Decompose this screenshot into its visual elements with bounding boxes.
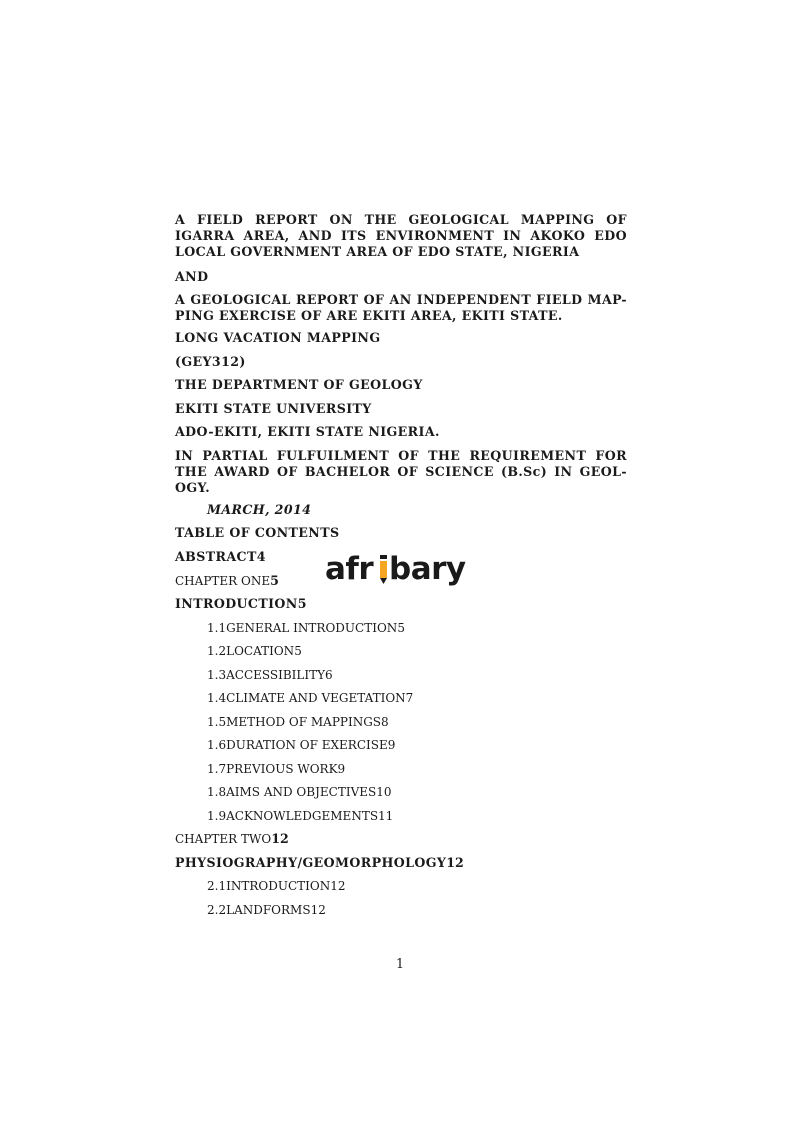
toc-entry-introduction[interactable] — [175, 596, 306, 612]
logo-text-left: afr — [325, 551, 374, 587]
toc-entry-label: GENERAL INTRODUCTION — [226, 621, 398, 635]
report-title-line: A GEOLOGICAL REPORT OF AN INDEPENDENT FIELD MAP- — [175, 292, 627, 307]
toc-entry-number: 1.9 — [207, 809, 227, 823]
toc-entry-label: ACCESSIBILITY — [226, 668, 326, 682]
toc-entry-label: INTRODUCTION — [226, 879, 331, 893]
toc-heading: TABLE OF CONTENTS — [175, 525, 340, 540]
fulfilment-statement — [175, 448, 627, 496]
pencil-icon — [380, 555, 387, 584]
toc-entry-number: 1.1 — [207, 621, 227, 635]
report-title-line: PING EXERCISE OF ARE EKITI AREA, EKITI STATE. — [175, 308, 563, 323]
university-location: ADO-EKITI, EKITI STATE NIGERIA. — [175, 424, 440, 439]
toc-entry-1-6[interactable] — [207, 737, 395, 753]
toc-entry-number: 2.2 — [207, 903, 227, 917]
toc-entry-label: ABSTRACT — [175, 549, 257, 564]
toc-entry-number: 1.6 — [207, 738, 227, 752]
report-title-line: A FIELD REPORT ON THE GEOLOGICAL MAPPING OF — [175, 212, 627, 227]
toc-entry-label: CHAPTER ONE — [175, 574, 271, 588]
toc-entry-page: 12 — [330, 879, 346, 893]
toc-entry-page: 9 — [337, 762, 346, 776]
and-connector: AND — [175, 269, 209, 284]
report-date: MARCH, 2014 — [207, 502, 312, 517]
toc-entry-label: INTRODUCTION — [175, 596, 298, 611]
department-name: THE DEPARTMENT OF GEOLOGY — [175, 377, 423, 392]
toc-entry-chapter-two[interactable] — [175, 831, 289, 847]
report-title-line: LOCAL GOVERNMENT AREA OF EDO STATE, NIGERIA — [175, 244, 580, 259]
fulfilment-line: OGY. — [175, 480, 211, 495]
toc-entry-label: ACKNOWLEDGEMENTS — [226, 809, 379, 823]
toc-entry-1-2[interactable] — [207, 643, 302, 659]
toc-entry-label: AIMS AND OBJECTIVES — [226, 785, 377, 799]
toc-entry-page: 12 — [271, 831, 289, 846]
toc-entry-page: 4 — [256, 549, 266, 564]
report-title — [175, 212, 627, 260]
program-name: LONG VACATION MAPPING — [175, 330, 381, 345]
toc-entry-physiography[interactable] — [175, 855, 464, 871]
toc-entry-label: CHAPTER TWO — [175, 832, 272, 846]
toc-entry-number: 1.8 — [207, 785, 227, 799]
toc-entry-page: 12 — [310, 903, 326, 917]
toc-entry-abstract[interactable] — [175, 549, 265, 565]
toc-entry-page: 5 — [270, 573, 279, 588]
fulfilment-line: IN PARTIAL FULFUILMENT OF THE REQUIREMENT FOR — [175, 448, 627, 463]
toc-entry-page: 8 — [381, 715, 389, 729]
toc-entry-chapter-one[interactable] — [175, 573, 279, 589]
toc-entry-page: 7 — [405, 691, 414, 705]
toc-entry-2-1[interactable] — [207, 878, 346, 894]
toc-entry-1-7[interactable] — [207, 761, 345, 777]
toc-entry-number: 2.1 — [207, 879, 227, 893]
toc-entry-1-5[interactable] — [207, 714, 389, 730]
toc-entry-1-3[interactable] — [207, 667, 333, 683]
university-name: EKITI STATE UNIVERSITY — [175, 401, 372, 416]
toc-entry-page: 9 — [387, 738, 396, 752]
toc-entry-page: 6 — [325, 668, 333, 682]
independent-report-title — [175, 292, 627, 324]
toc-entry-1-1[interactable] — [207, 620, 405, 636]
report-title-line: IGARRA AREA, AND ITS ENVIRONMENT IN AKOKO EDO — [175, 228, 627, 243]
toc-entry-page: 5 — [397, 621, 405, 635]
toc-entry-number: 1.4 — [207, 691, 227, 705]
toc-entry-label: LOCATION — [226, 644, 295, 658]
toc-entry-page: 5 — [294, 644, 302, 658]
toc-entry-number: 1.2 — [207, 644, 227, 658]
course-code: (GEY312) — [175, 354, 246, 369]
toc-entry-label: CLIMATE AND VEGETATION — [226, 691, 406, 705]
toc-entry-label: PHYSIOGRAPHY/GEOMORPHOLOGY — [175, 855, 447, 870]
toc-entry-label: METHOD OF MAPPINGS — [226, 715, 382, 729]
afribary-logo — [325, 550, 477, 590]
toc-entry-2-2[interactable] — [207, 902, 326, 918]
page-number: 1 — [395, 956, 404, 971]
logo-text-right: bary — [389, 551, 466, 587]
toc-entry-page: 12 — [446, 855, 464, 870]
toc-entry-page: 11 — [378, 809, 394, 823]
toc-entry-number: 1.7 — [207, 762, 227, 776]
fulfilment-line: THE AWARD OF BACHELOR OF SCIENCE (B.Sc) IN GEOL- — [175, 464, 627, 479]
toc-entry-label: DURATION OF EXERCISE — [226, 738, 388, 752]
toc-entry-1-4[interactable] — [207, 690, 413, 706]
toc-entry-label: LANDFORMS — [226, 903, 311, 917]
toc-entry-number: 1.3 — [207, 668, 227, 682]
toc-entry-page: 5 — [297, 596, 307, 611]
toc-entry-page: 10 — [376, 785, 392, 799]
toc-entry-number: 1.5 — [207, 715, 227, 729]
toc-entry-1-8[interactable] — [207, 784, 392, 800]
toc-entry-1-9[interactable] — [207, 808, 393, 824]
toc-entry-label: PREVIOUS WORK — [226, 762, 338, 776]
